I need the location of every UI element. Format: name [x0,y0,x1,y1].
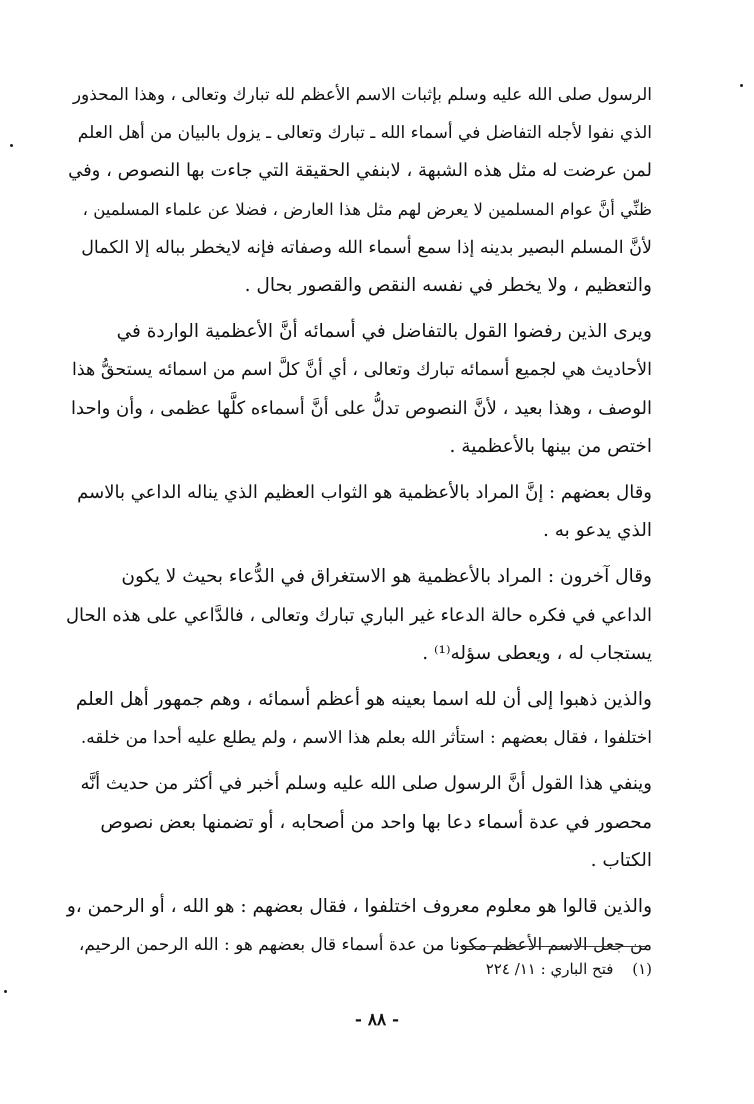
text-line: الرسول صلى الله عليه وسلم بإثبات الاسم الأعظم لله تبارك وتعالى ، وهذا المحذور [72,85,652,105]
paragraph-6 [66,765,652,880]
text-line: الداعي في فكره حالة الدعاء غير الباري تبارك وتعالى ، فالدَّاعي على هذه الحال [65,604,652,626]
footnote-number: (١) [632,960,652,978]
paragraph-3 [66,474,652,550]
text-line: الأحاديث هي لجميع أسمائه تبارك وتعالى ، أي أنَّ كلَّ اسم من اسمائه يستحقُّ هذا [71,360,652,381]
footnote [486,956,652,982]
text-line: والتعظيم ، ولا يخطر في نفسه النقص والقصور بحال . [244,275,652,297]
text-line: ويرى الذين رفضوا القول بالتفاضل في أسمائه أنَّ الأعظمية الواردة في [116,321,652,343]
page-number: - ٨٨ - [354,1010,400,1030]
text-line: والذين قالوا هو معلوم معروف اختلفوا ، فقال بعضهم : هو الله ، أو الرحمن ،و [66,896,652,918]
text-line: وقال بعضهم : إنَّ المراد بالأعظمية هو الثواب العظيم الذي يناله الداعي بالاسم [77,482,652,504]
text-line: الذي نفوا لأجله التفاضل في أسماء الله ـ تبارك وتعالى ـ يزول بالبيان من أهل العلم [77,123,652,144]
text-line: من جعل الاسم الأعظم مكونا من عدة أسماء قال بعضهم هو : الله الرحمن الرحيم، [78,935,652,956]
body-text [66,76,652,972]
text-line: الكتاب . [590,849,652,871]
text-line: الوصف ، وهذا بعيد ، لأنَّ النصوص تدلُّ على أنَّ أسماءه كلَّها عظمى ، وأن واحدا [71,397,652,419]
text-line: اختلفوا ، فقال بعضهم : استأثر الله بعلم هذا الاسم ، ولم يطلع عليه أحدا من خلقه. [80,728,652,749]
footnote-divider [460,946,646,947]
paragraph-4 [66,558,652,673]
scan-speck [740,84,743,87]
paragraph-2 [66,313,652,466]
scan-speck [4,990,7,993]
text-line: وينفي هذا القول أنَّ الرسول صلى الله عليه وسلم أخبر في أكثر من حديث أنَّه [80,773,652,795]
paragraph-7 [66,888,652,964]
text-line: محصور في عدة أسماء دعا بها واحد من أصحابه ، أو تضمنها بعض نصوص [100,811,652,833]
text-line: اختص من بينها بالأعظمية . [449,435,652,457]
paragraph-1 [66,76,652,305]
paragraph-5 [66,681,652,757]
scan-speck [10,144,13,147]
text-line: وقال آخرون : المراد بالأعظمية هو الاستغراق في الدُّعاء بحيث لا يكون [121,566,652,588]
text-line: الذي يدعو به . [542,520,652,542]
text-line: والذين ذهبوا إلى أن لله اسما بعينه هو أعظم أسمائه ، وهم جمهور أهل العلم [75,689,652,711]
text-line: يستجاب له ، ويعطى سؤله⁽¹⁾ . [422,642,652,664]
footnote-text: فتح الباري : ١١/ ٢٢٤ [485,960,614,978]
text-line: لمن عرضت له مثل هذه الشبهة ، لابنفي الحقيقة التي جاءت بها النصوص ، وفي [68,160,652,182]
text-line: لأنَّ المسلم البصير بدينه إذا سمع أسماء الله وصفاته فإنه لايخطر بباله إلا الكمال [81,237,652,258]
text-line: ظنِّي أنَّ عوام المسلمين لا يعرض لهم مثل هذا العارض ، فضلا عن علماء المسلمين ، [82,199,652,219]
